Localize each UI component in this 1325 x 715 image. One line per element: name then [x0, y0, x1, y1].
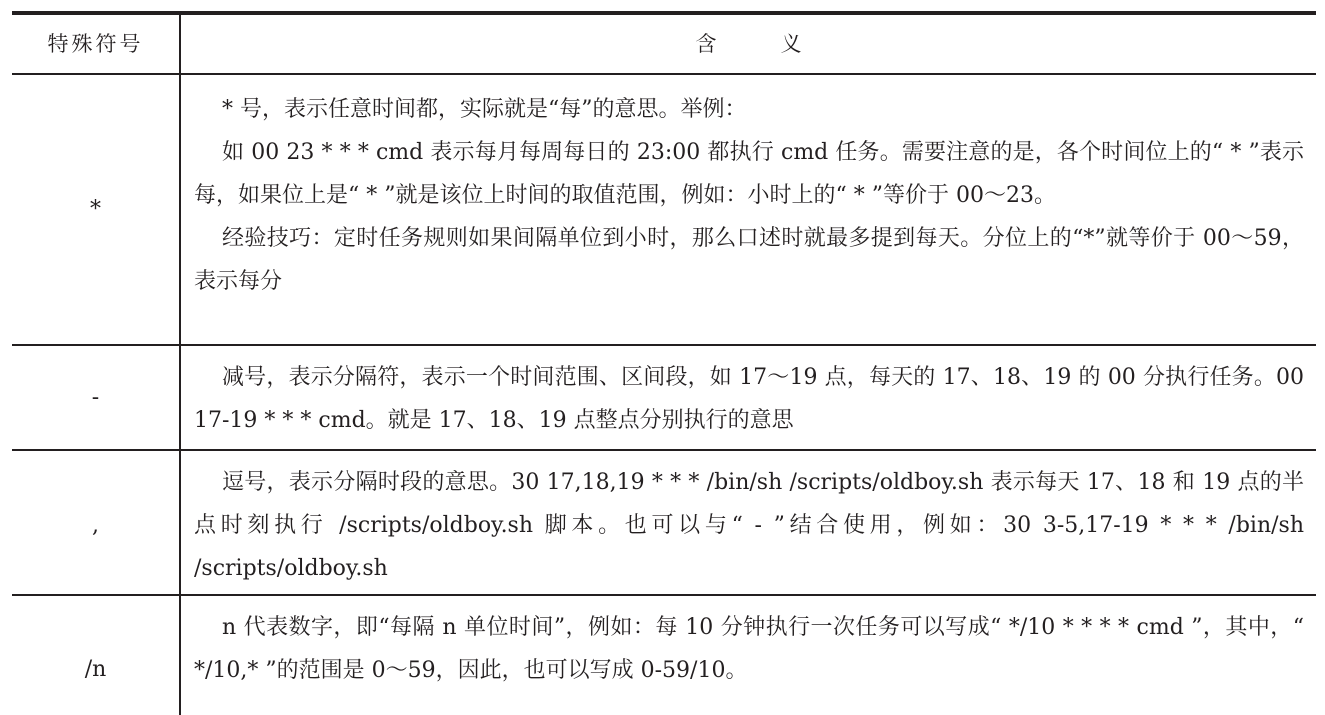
column-divider — [179, 15, 181, 715]
meaning-paragraph: 减号，表示分隔符，表示一个时间范围、区间段，如 17～19 点，每天的 17、18、19 的 00 分执行任务。00 17-19 * * * cmd。就是 17、18、19 点整点分别执行的意思 — [194, 365, 1304, 433]
header-symbol: 特殊符号 — [47, 32, 144, 56]
header-bottom-rule — [12, 73, 1316, 75]
row-symbol: - — [91, 385, 100, 410]
row-divider — [12, 449, 1316, 451]
meaning-paragraph: 如 00 23 * * * cmd 表示每月每周每日的 23:00 都执行 cmd 任务。需要注意的是，各个时间位上的“ * ”表示每，如果位上是“ * ”就是该位上时间的取值范围，例如：小时上的“ * ”等价于 00～23。 — [194, 140, 1304, 208]
meaning-paragraph: * 号，表示任意时间都，实际就是“每”的意思。举例： — [222, 97, 747, 122]
row-symbol: /n — [84, 657, 107, 682]
meaning-paragraph: n 代表数字，即“每隔 n 单位时间”，例如：每 10 分钟执行一次任务可以写成“ */10 * * * * cmd ”，其中，“ */10,* ”的范围是 0～59，因此，也可以写成 0-59/10。 — [194, 615, 1304, 683]
row-divider — [12, 594, 1316, 596]
row-meaning — [194, 606, 1304, 692]
header-meaning — [181, 15, 1316, 73]
row-divider — [12, 344, 1316, 346]
meaning-paragraph: 经验技巧：定时任务规则如果间隔单位到小时，那么口述时就最多提到每天。分位上的“*”就等价于 00～59，表示每分 — [194, 226, 1304, 294]
row-symbol: * — [90, 197, 101, 222]
row-meaning — [194, 88, 1304, 303]
row-symbol: , — [92, 513, 99, 538]
header-meaning-char-1: 含 — [695, 32, 717, 56]
meaning-paragraph: 逗号，表示分隔时段的意思。30 17,18,19 * * * /bin/sh /scripts/oldboy.sh 表示每天 17、18 和 19 点的半点时刻执行 /scripts/oldboy.sh 脚本。也可以与“ - ”结合使用，例如：30 3-5,17-19 * * * /bin/sh /scripts/oldboy.sh — [194, 470, 1304, 581]
header-meaning-char-2: 义 — [780, 32, 802, 56]
row-meaning — [194, 356, 1304, 442]
row-meaning — [194, 461, 1304, 590]
